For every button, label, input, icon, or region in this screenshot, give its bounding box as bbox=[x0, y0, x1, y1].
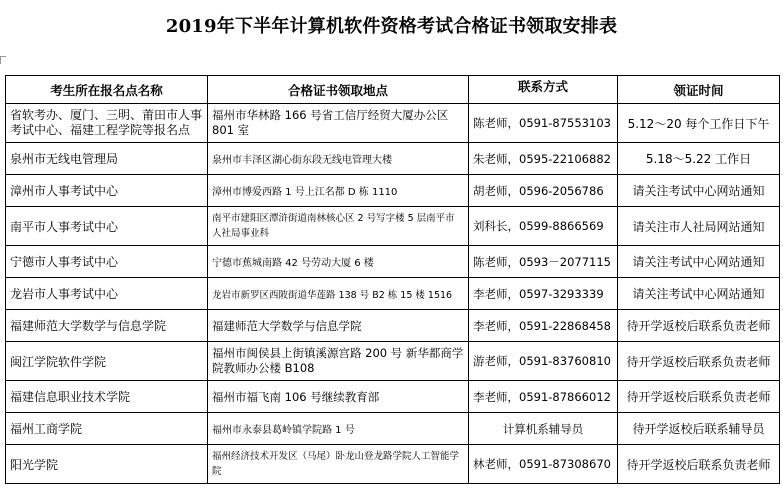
cell-time: 待开学返校后联系负责老师 bbox=[618, 381, 780, 413]
cell-time: 5.18～5.22 工作日 bbox=[618, 143, 780, 175]
cell-contact: 林老师，0591-87308670 bbox=[469, 445, 618, 484]
table-row bbox=[6, 413, 780, 445]
cell-site: 福建信息职业技术学院 bbox=[6, 381, 208, 413]
cell-time: 请关注考试中心网站通知 bbox=[618, 175, 780, 207]
cell-address: 宁德市蕉城南路 42 号劳动大厦 6 楼 bbox=[208, 246, 469, 278]
cell-site: 福州工商学院 bbox=[6, 413, 208, 445]
cell-site: 漳州市人事考试中心 bbox=[6, 175, 208, 207]
table-row bbox=[6, 381, 780, 413]
cell-site: 宁德市人事考试中心 bbox=[6, 246, 208, 278]
table-row bbox=[6, 278, 780, 310]
table-row bbox=[6, 246, 780, 278]
cell-time: 待开学返校后联系负责老师 bbox=[618, 445, 780, 484]
header-address: 合格证书领取地点 bbox=[208, 76, 469, 104]
cell-address: 福州市永泰县葛岭镇学院路 1 号 bbox=[208, 413, 469, 445]
table-row bbox=[6, 104, 780, 143]
table-header-row bbox=[6, 76, 780, 104]
cell-time: 待开学返校后联系负责老师 bbox=[618, 342, 780, 381]
cell-contact: 胡老师，0596-2056786 bbox=[469, 175, 618, 207]
cell-time: 请关注市人社局网站通知 bbox=[618, 207, 780, 246]
cell-time: 请关注考试中心网站通知 bbox=[618, 278, 780, 310]
header-site: 考生所在报名点名称 bbox=[6, 76, 208, 104]
cell-address: 南平市建阳区潭浒街道南林核心区 2 号写字楼 5 层南平市人社局事业科 bbox=[208, 207, 469, 246]
cell-site: 龙岩市人事考试中心 bbox=[6, 278, 208, 310]
cell-time: 待开学返校后联系负责老师 bbox=[618, 310, 780, 342]
certificate-schedule-table bbox=[5, 75, 780, 484]
cell-site: 阳光学院 bbox=[6, 445, 208, 484]
cell-address: 福州市华林路 166 号省工信厅经贸大厦办公区 801 室 bbox=[208, 104, 469, 143]
cell-site: 泉州市无线电管理局 bbox=[6, 143, 208, 175]
cell-contact: 刘科长，0599-8866569 bbox=[469, 207, 618, 246]
cell-contact: 游老师，0591-83760810 bbox=[469, 342, 618, 381]
table-row bbox=[6, 143, 780, 175]
cell-anchor-marker bbox=[0, 56, 6, 64]
header-contact: 联系方式 bbox=[469, 76, 618, 104]
header-time: 领证时间 bbox=[618, 76, 780, 104]
cell-contact: 李老师，0591-22868458 bbox=[469, 310, 618, 342]
cell-address: 泉州市丰泽区湖心街东段无线电管理大楼 bbox=[208, 143, 469, 175]
cell-time: 5.12～20 每个工作日下午 bbox=[618, 104, 780, 143]
table-row bbox=[6, 342, 780, 381]
page-title: 2019年下半年计算机软件资格考试合格证书领取安排表 bbox=[165, 16, 618, 37]
cell-address: 龙岩市新罗区西陂街道华莲路 138 号 B2 栋 15 楼 1516 bbox=[208, 278, 469, 310]
table-row bbox=[6, 445, 780, 484]
table-row bbox=[6, 207, 780, 246]
cell-address: 福州市福飞南 106 号继续教育部 bbox=[208, 381, 469, 413]
cell-contact: 陈老师，0591-87553103 bbox=[469, 104, 618, 143]
cell-site: 福建师范大学数学与信息学院 bbox=[6, 310, 208, 342]
cell-contact: 朱老师，0595-22106882 bbox=[469, 143, 618, 175]
cell-contact: 计算机系辅导员 bbox=[469, 413, 618, 445]
cell-contact: 陈老师，0593－2077115 bbox=[469, 246, 618, 278]
cell-address: 福建师范大学数学与信息学院 bbox=[208, 310, 469, 342]
cell-site: 省软考办、厦门、三明、莆田市人事考试中心、福建工程学院等报名点 bbox=[6, 104, 208, 143]
table-row bbox=[6, 310, 780, 342]
cell-time: 请关注考试中心网站通知 bbox=[618, 246, 780, 278]
cell-address: 漳州市博爱西路 1 号上江名都 D 栋 1110 bbox=[208, 175, 469, 207]
cell-contact: 李老师，0597-3293339 bbox=[469, 278, 618, 310]
table-row bbox=[6, 175, 780, 207]
cell-site: 闽江学院软件学院 bbox=[6, 342, 208, 381]
cell-address: 福州市闽侯县上街镇溪源宫路 200 号 新华都商学院教师办公楼 B108 bbox=[208, 342, 469, 381]
cell-address: 福州经济技术开发区（马尾）卧龙山登龙路学院人工智能学院 bbox=[208, 445, 469, 484]
cell-time: 待开学返校后联系辅导员 bbox=[618, 413, 780, 445]
cell-contact: 李老师，0591-87866012 bbox=[469, 381, 618, 413]
cell-site: 南平市人事考试中心 bbox=[6, 207, 208, 246]
